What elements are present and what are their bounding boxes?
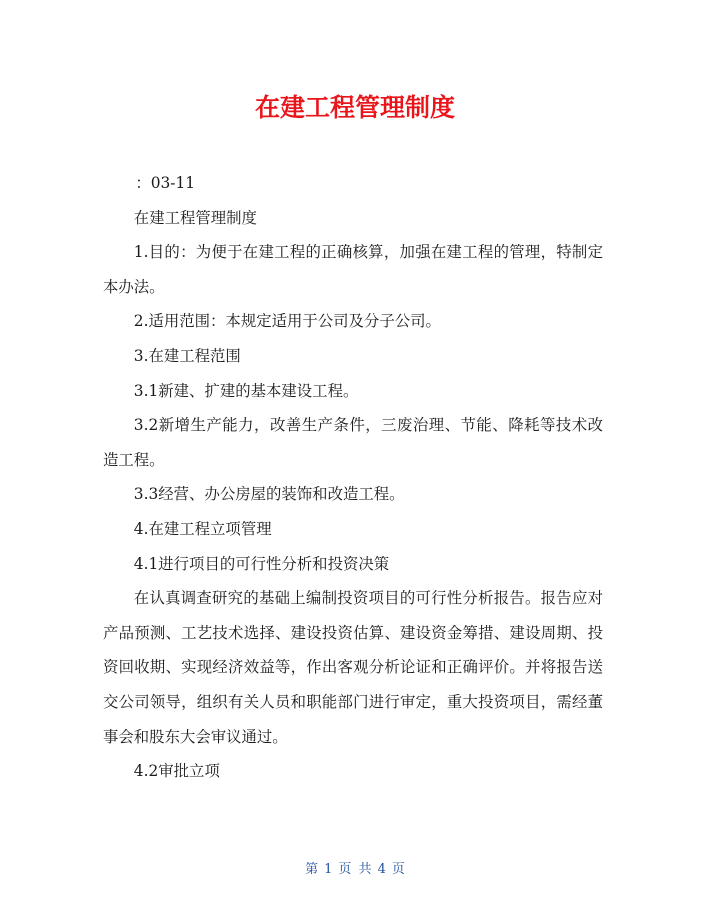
paragraph-heading: 在建工程管理制度 — [133, 208, 257, 227]
section-4-heading: 4.在建工程立项管理 — [133, 519, 272, 538]
date-line: ：03-11 — [135, 174, 196, 192]
document-title: 在建工程管理制度 — [254, 93, 455, 122]
footer-current-page: 1 — [324, 862, 333, 877]
paragraph-scope: 2.适用范围：本规定适用于公司及分子公司。 — [133, 312, 441, 331]
document-body — [103, 166, 603, 789]
paragraph-3-2: 3.2新增生产能力，改善生产条件，三废治理、节能、降耗等技术改造工程。 — [103, 416, 603, 469]
paragraph-4-1: 4.1进行项目的可行性分析和投资决策 — [133, 554, 390, 573]
paragraph-3-3: 3.3经营、办公房屋的装饰和改造工程。 — [133, 485, 405, 504]
footer-prefix: 第 — [305, 862, 319, 877]
paragraph-purpose: 1.目的：为便于在建工程的正确核算，加强在建工程的管理，特制定本办法。 — [103, 243, 603, 296]
paragraph-3-1: 3.1新建、扩建的基本建设工程。 — [133, 381, 359, 400]
section-3-heading: 3.在建工程范围 — [133, 346, 241, 365]
footer-total-pages: 4 — [377, 862, 386, 877]
paragraph-feasibility: 在认真调查研究的基础上编制投资项目的可行性分析报告。报告应对产品预测、工艺技术选择、建设投资估算、建设资金筹措、建设周期、投资回收期、实现经济效益等，作出客观分析论证和正确评价。并将报告送交公司领导，组织有关人员和职能部门进行审定，重大投资项目，需经董事会和股东大会审议通过。 — [103, 589, 603, 746]
page-footer — [0, 858, 710, 877]
footer-suffix: 页 — [391, 862, 405, 877]
paragraph-4-2: 4.2审批立项 — [133, 762, 220, 781]
footer-mid: 页 共 — [338, 862, 372, 877]
